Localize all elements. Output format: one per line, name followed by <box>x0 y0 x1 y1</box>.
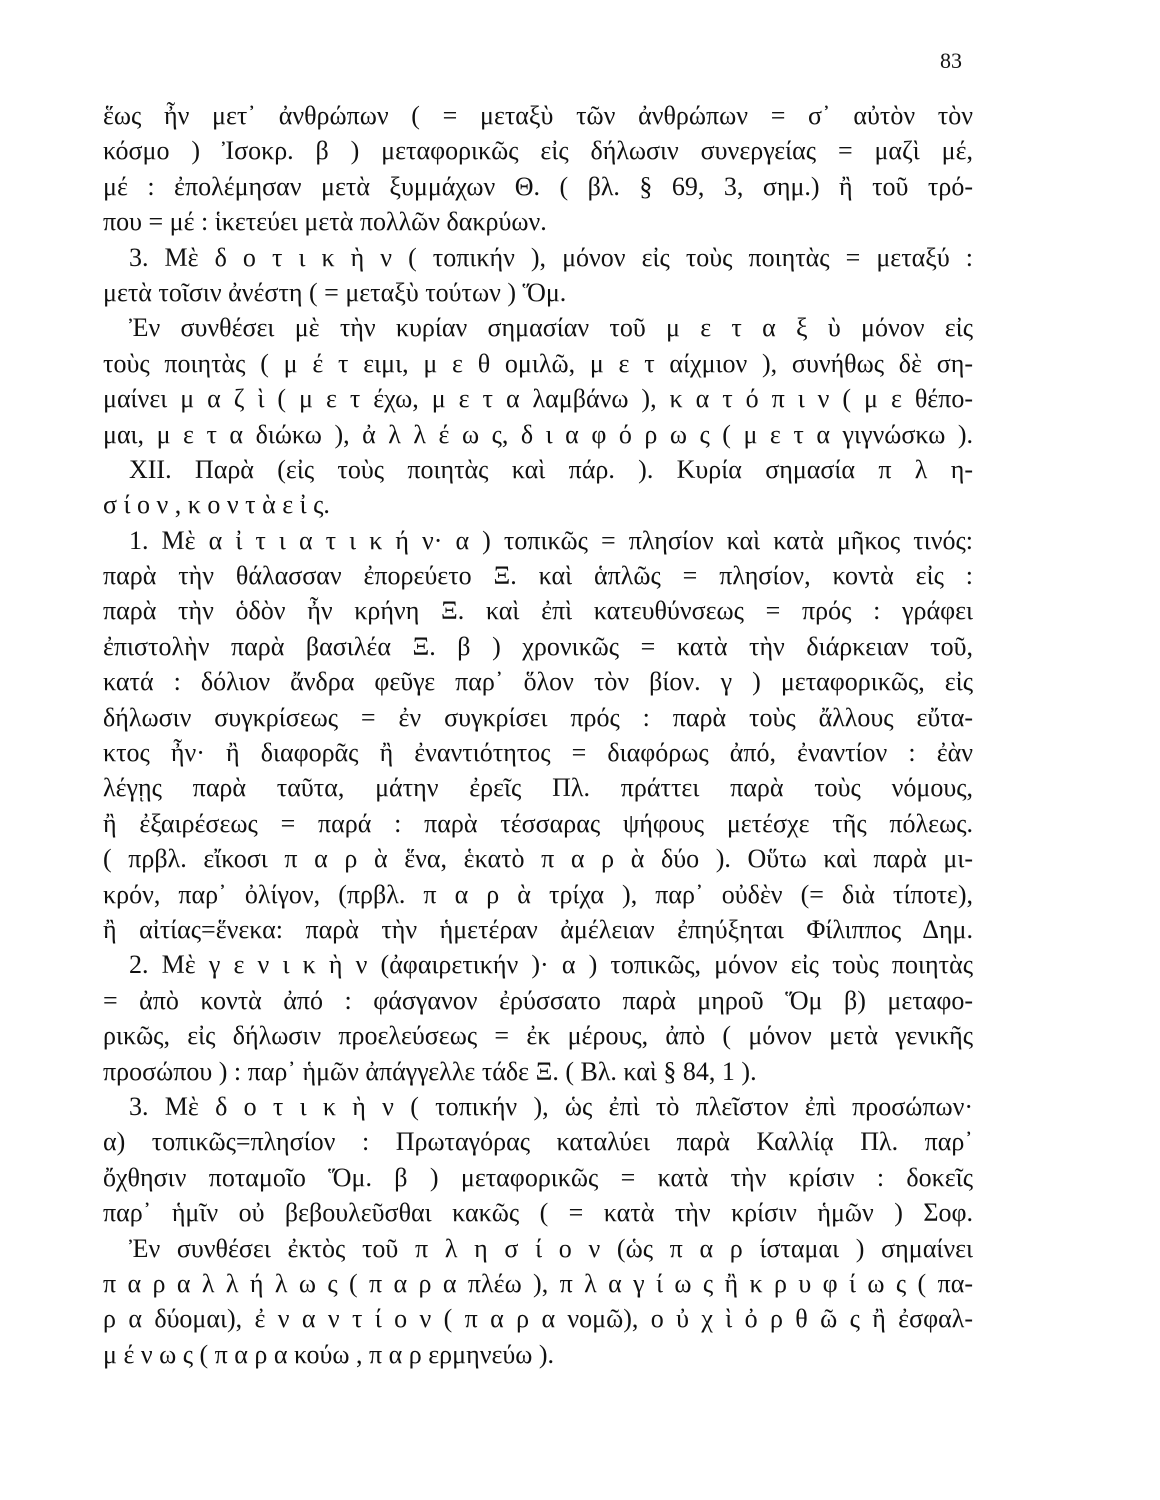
text-line: ἢ ἐξαιρέσεως = παρά : παρὰ τέσσαρας ψήφους μετέσχε τῆς πόλεως. <box>103 808 973 838</box>
text-line: παρὰ τὴν θάλασσαν ἐπορεύετο Ξ. καὶ ἁπλῶς = πλησίον, κοντὰ εἰς : <box>103 561 973 591</box>
text-line: 3. Μὲ δ ο τ ι κ ὴ ν ( τοπικήν ), ὡς ἐπὶ τὸ πλεῖστον ἐπὶ προσώπων· <box>129 1091 973 1121</box>
text-line: α) τοπικῶς=πλησίον : Πρωταγόρας καταλύει παρὰ Καλλίᾳ Πλ. παρ᾿ <box>103 1127 973 1157</box>
text-line: παρ᾿ ἡμῖν οὐ βεβουλεῦσθαι κακῶς ( = κατὰ τὴν κρίσιν ἡμῶν ) Σοφ. <box>103 1198 973 1228</box>
text-line: ἕως ἦν μετ᾿ ἀνθρώπων ( = μεταξὺ τῶν ἀνθρώπων = σ᾿ αὐτὸν τὸν <box>103 101 973 130</box>
body-text <box>103 98 973 1372</box>
text-line: κτος ἦν· ἢ διαφορᾶς ἢ ἐναντιότητος = διαφόρως ἀπό, ἐναντίον : ἐὰν <box>103 738 973 768</box>
text-line: κρόν, παρ᾿ ὀλίγον, (πρβλ. π α ρ ὰ τρίχα ), παρ᾿ οὐδὲν (= διὰ τίποτε), <box>103 879 973 909</box>
text-line: κόσμο ) Ἰσοκρ. β ) μεταφορικῶς εἰς δήλωσιν συνεργείας = μαζὶ μέ, <box>103 136 973 166</box>
text-line: λέγῃς παρὰ ταῦτα, μάτην ἐρεῖς Πλ. πράττει παρὰ τοὺς νόμους, <box>103 773 973 803</box>
text-line: προσώπου ) : παρ᾿ ἡμῶν ἀπάγγελλε τάδε Ξ. ( Βλ. καὶ § 84, 1 ). <box>103 1056 757 1086</box>
text-line: ρικῶς, εἰς δήλωσιν προελεύσεως = ἐκ μέρους, ἀπὸ ( μόνον μετὰ γενικῆς <box>103 1021 973 1051</box>
text-line: μέ : ἐπολέμησαν μετὰ ξυμμάχων Θ. ( βλ. § 69, 3, σημ.) ἢ τοῦ τρό- <box>103 171 973 201</box>
text-line: 1. Μὲ α ἰ τ ι α τ ι κ ή ν· α ) τοπικῶς = πλησίον καὶ κατὰ μῆκος τινός: <box>129 525 973 555</box>
page-number: 83 <box>940 48 962 73</box>
text-line: 3. Μὲ δ ο τ ι κ ὴ ν ( τοπικήν ), μόνον εἰς τοὺς ποιητὰς = μεταξύ : <box>129 242 973 272</box>
text-line: κατά : δόλιον ἄνδρα φεῦγε παρ᾿ ὅλον τὸν βίον. γ ) μεταφορικῶς, εἰς <box>103 667 973 697</box>
text-line: παρὰ τὴν ὁδὸν ἦν κρήνη Ξ. καὶ ἐπὶ κατευθύνσεως = πρός : γράφει <box>103 596 973 626</box>
text-line: μαι, μ ε τ α διώκω ), ἀ λ λ έ ω ς, δ ι α φ ό ρ ω ς ( μ ε τ α γιγνώσκω ). <box>103 419 973 449</box>
text-line: ἢ αἰτίας=ἕνεκα: παρὰ τὴν ἡμετέραν ἀμέλειαν ἐπηύξηται Φίλιππος Δημ. <box>103 914 973 944</box>
text-line: μαίνει μ α ζ ὶ ( μ ε τ έχω, μ ε τ α λαμβάνω ), κ α τ ό π ι ν ( μ ε θέπο- <box>103 384 973 414</box>
text-line: δήλωσιν συγκρίσεως = ἐν συγκρίσει πρός : παρὰ τοὺς ἄλλους εὔτα- <box>103 702 973 732</box>
text-line: που = μέ : ἱκετεύει μετὰ πολλῶν δακρύων. <box>103 207 547 237</box>
text-line: ( πρβλ. εἴκοσι π α ρ ὰ ἕνα, ἑκατὸ π α ρ ὰ δύο ). Οὕτω καὶ παρὰ μι- <box>103 844 973 874</box>
text-line: 2. Μὲ γ ε ν ι κ ὴ ν (ἀφαιρετικήν )· α ) τοπικῶς, μόνον εἰς τοὺς ποιητὰς <box>129 950 973 980</box>
text-line: ἐπιστολὴν παρὰ βασιλέα Ξ. β ) χρονικῶς = κατὰ τὴν διάρκειαν τοῦ, <box>103 631 973 661</box>
text-line: Ἐν συνθέσει μὲ τὴν κυρίαν σημασίαν τοῦ μ ε τ α ξ ὺ μόνον εἰς <box>129 313 973 343</box>
text-line: XII. Παρὰ (εἰς τοὺς ποιητὰς καὶ πάρ. ). Κυρία σημασία π λ η- <box>129 454 973 484</box>
text-line: ὄχθησιν ποταμοῖο Ὅμ. β ) μεταφορικῶς = κατὰ τὴν κρίσιν : δοκεῖς <box>103 1162 973 1192</box>
text-line: σ ί ο ν , κ ο ν τ ὰ ε ἰ ς. <box>103 490 330 520</box>
text-line: τοὺς ποιητὰς ( μ έ τ ειμι, μ ε θ ομιλῶ, μ ε τ αίχμιον ), συνήθως δὲ ση- <box>103 348 973 378</box>
text-line: Ἐν συνθέσει ἐκτὸς τοῦ π λ η σ ί ο ν (ὡς π α ρ ίσταμαι ) σημαίνει <box>129 1233 973 1263</box>
text-line: = ἀπὸ κοντὰ ἀπό : φάσγανον ἐρύσσατο παρὰ μηροῦ Ὅμ β) μεταφο- <box>103 985 973 1015</box>
text-line: μ έ ν ω ς ( π α ρ α κούω , π α ρ ερμηνεύω ). <box>103 1339 555 1369</box>
text-line: π α ρ α λ λ ή λ ω ς ( π α ρ α πλέω ), π λ α γ ί ω ς ἢ κ ρ υ φ ί ω ς ( πα- <box>103 1268 973 1298</box>
text-line: ρ α δύομαι), ἐ ν α ν τ ί ο ν ( π α ρ α νομῶ), ο ὐ χ ὶ ὀ ρ θ ῶ ς ἢ ἐσφαλ- <box>103 1304 973 1334</box>
text-line: μετὰ τοῖσιν ἀνέστη ( = μεταξὺ τούτων ) Ὅμ. <box>103 277 567 307</box>
